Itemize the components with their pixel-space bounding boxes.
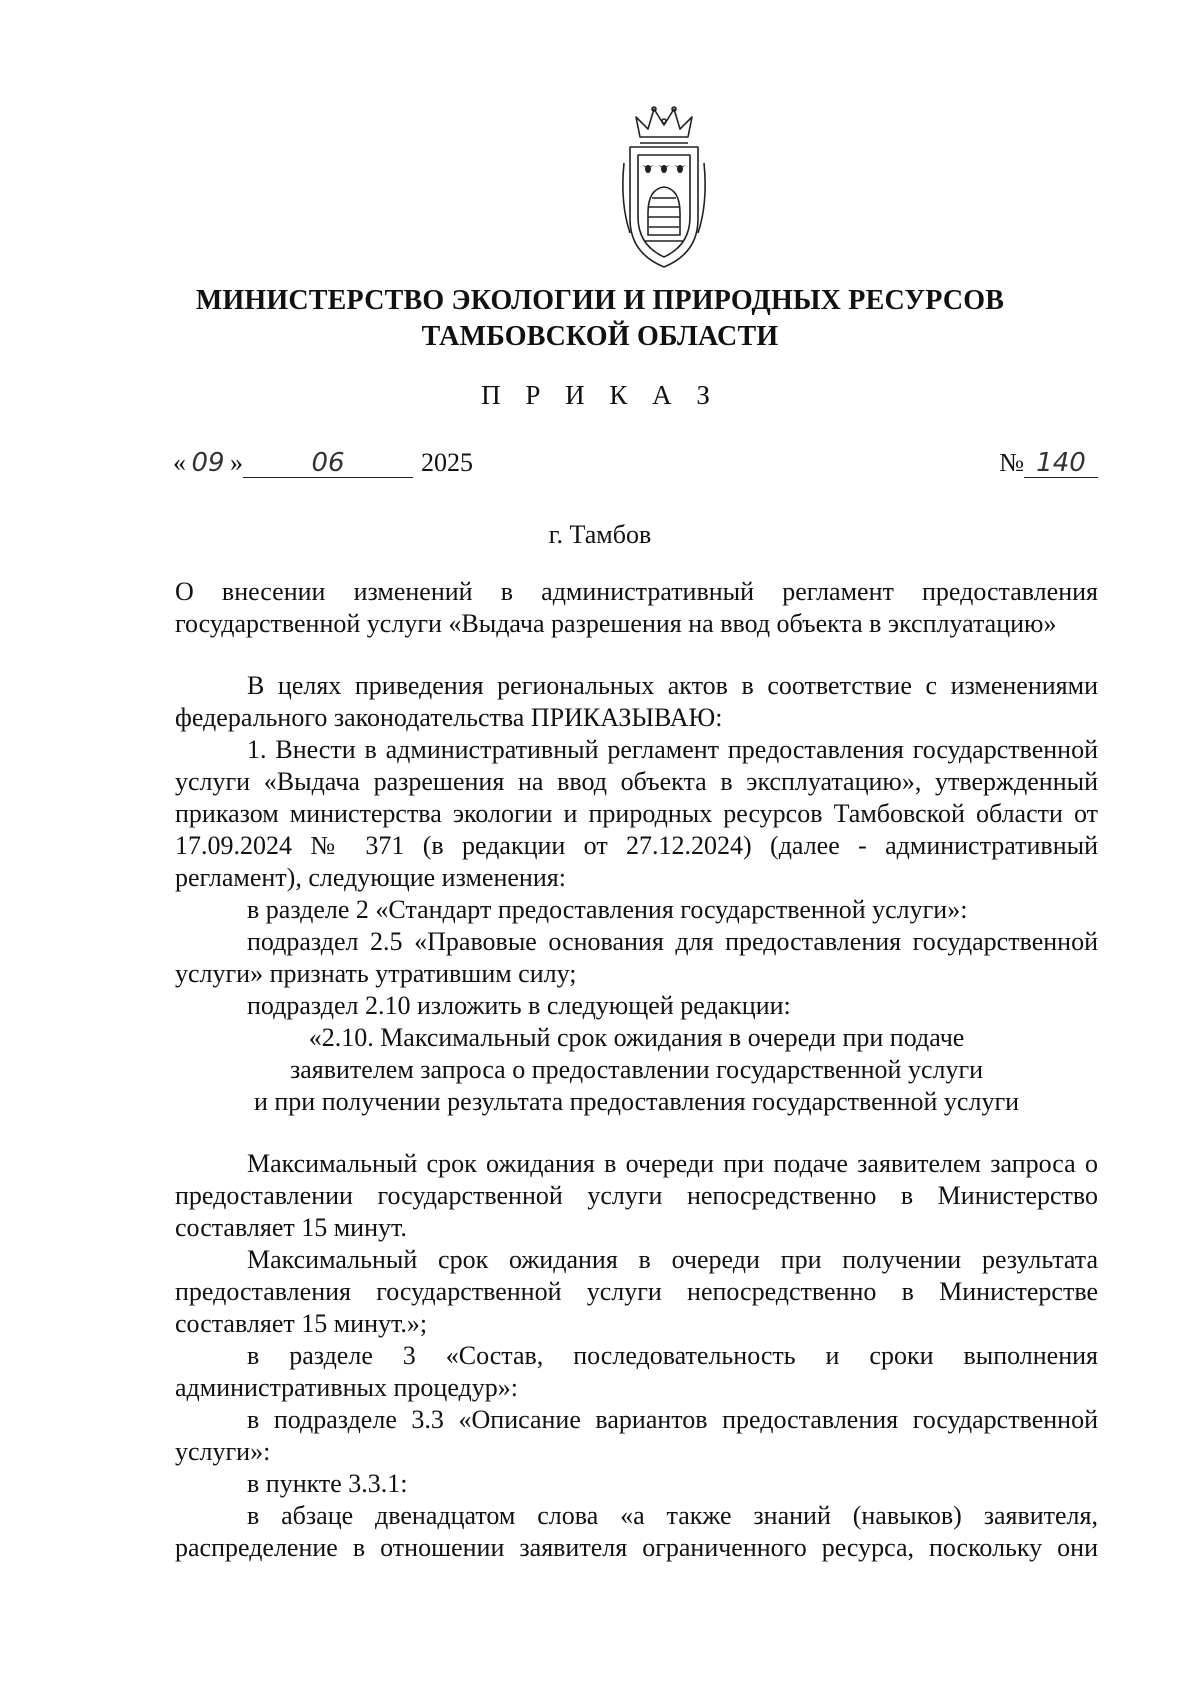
clause-3-3-1-paragraph: в пункте 3.3.1: xyxy=(247,1469,408,1498)
order-date xyxy=(173,448,473,478)
preamble-paragraph: В целях приведения региональных актов в соответствие с изменениями федерального законодательства ПРИКАЗЫВАЮ: xyxy=(175,671,1098,732)
twelfth-paragraph-amendment: в абзаце двенадцатом слова «а также знаний (навыков) заявителя, распределение в отношении заявителя ограниченного ресурса, поскольку они xyxy=(175,1501,1098,1562)
subsection-2-5-paragraph: подраздел 2.5 «Правовые основания для предоставления государственной услуги» признать утратившим силу; xyxy=(175,927,1098,988)
ministry-line-1: МИНИСТЕРСТВО ЭКОЛОГИИ И ПРИРОДНЫХ РЕСУРСОВ xyxy=(195,285,1005,316)
waiting-time-result-paragraph: Максимальный срок ожидания в очереди при получении результата предоставления государственной услуги непосредственно в Министерстве составляет 15 минут.»; xyxy=(175,1245,1098,1338)
date-month: 06 xyxy=(243,449,413,478)
date-day: 09 xyxy=(191,448,225,478)
document-type-title: П Р И К А З xyxy=(481,380,719,410)
heading-2-10-line-1: «2.10. Максимальный срок ожидания в очереди при подаче xyxy=(308,1023,965,1052)
city-line: г. Тамбов xyxy=(548,520,652,549)
heading-2-10-line-2: заявителем запроса о предоставлении государственной услуги xyxy=(289,1055,984,1084)
date-open-quote: « xyxy=(173,448,186,477)
number-sign: № xyxy=(999,448,1024,477)
number-value: 140 xyxy=(1024,449,1098,478)
date-year: 2025 xyxy=(421,448,473,477)
heading-2-10-line-3: и при получении результата предоставления государственной услуги xyxy=(253,1087,1020,1116)
ministry-line-2: ТАМБОВСКОЙ ОБЛАСТИ xyxy=(421,321,779,352)
section-2-paragraph: в разделе 2 «Стандарт предоставления государственной услуги»: xyxy=(247,895,968,924)
order-number xyxy=(999,448,1098,478)
document-body xyxy=(175,576,1098,1564)
subsection-3-3-paragraph: в подразделе 3.3 «Описание вариантов предоставления государственной услуги»: xyxy=(175,1405,1098,1466)
ministry-heading xyxy=(150,283,1050,355)
item-1-paragraph: 1. Внести в административный регламент предоставления государственной услуги «Выдача разрешения на ввод объекта в эксплуатацию», утвержденный приказом министерства экологии и природных ресурсов Тамбовской области от 17.09.2024 № 371 (в редакции от 27.12.2024) (далее - административный регламент), следующие изменения: xyxy=(175,735,1098,892)
order-subject: О внесении изменений в административный регламент предоставления государственной услуги «Выдача разрешения на ввод объекта в эксплуатацию» xyxy=(175,577,1098,638)
section-3-paragraph: в разделе 3 «Состав, последовательность и сроки выполнения административных процедур»: xyxy=(175,1341,1098,1402)
date-close-quote: » xyxy=(230,448,243,477)
subsection-2-10-paragraph: подраздел 2.10 изложить в следующей редакции: xyxy=(247,991,791,1020)
waiting-time-submission-paragraph: Максимальный срок ожидания в очереди при подаче заявителем запроса о предоставлении государственной услуги непосредственно в Министерство составляет 15 минут. xyxy=(175,1149,1098,1242)
tambov-coat-of-arms-icon xyxy=(618,103,710,271)
